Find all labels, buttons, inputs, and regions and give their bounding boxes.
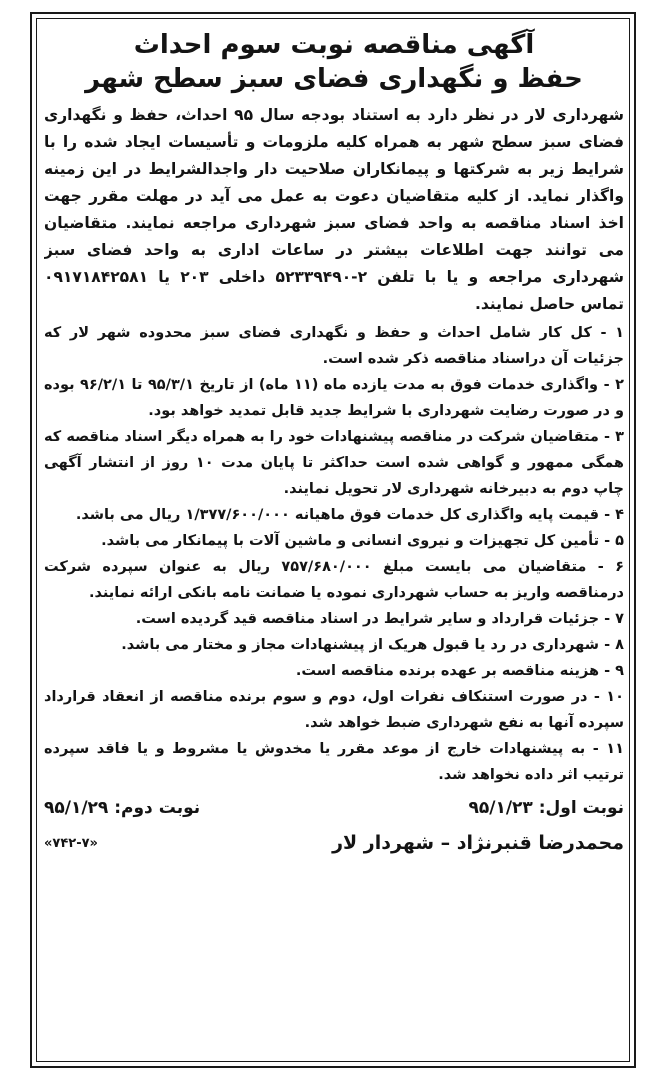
condition-item-3: ۳ - متقاضیان شرکت در مناقصه پیشنهادات خود را به همراه دیگر اسناد مناقصه که همگی ممهور و گواهی شده است حداکثر تا پایان مدت ۱۰ روز از انتشار آگهی چاپ دوم به دبیرخانه شهرداری لار تحویل نمایند. (44, 429, 624, 497)
title-line-1: آگهی مناقصه نوبت سوم احداث (133, 30, 535, 60)
condition-item-1: ۱ - کل کار شامل احداث و حفظ و نگهداری فضای سبز محدوده شهر لار که جزئیات آن دراسناد مناقصه ذکر شده است. (44, 325, 624, 367)
condition-item-5: ۵ - تأمین کل تجهیزات و نیروی انسانی و ماشین آلات با پیمانکار می باشد. (101, 533, 624, 549)
intro-paragraph: شهرداری لار در نظر دارد به استناد بودجه سال ۹۵ احداث، حفظ و نگهداری فضای سبز سطح شهر به همراه کلیه ملزومات و تأسیسات ایجاد شده را با شرایط زیر به شرکتها و پیمانکاران صلاحیت دار واجدالشرایط در این زمینه واگذار نماید. از کلیه متقاضیان دعوت به عمل می آید در مهلت مقرر جهت اخذ اسناد مناقصه به واحد فضای سبز شهرداری مراجعه نمایند. متقاضیان می توانند جهت اطلاعات بیشتر در ساعات اداری به واحد فضای سبز شهرداری مراجعه و یا با تلفن ۲-۵۲۳۳۹۴۹۰ داخلی ۲۰۳ یا ۰۹۱۷۱۸۴۲۵۸۱ تماس حاصل نمایند. (44, 106, 624, 313)
notice-content (44, 28, 624, 1056)
condition-item-11: ۱۱ - به پیشنهادات خارج از موعد مقرر یا مخدوش یا مشروط و یا فاقد سپرده ترتیب اثر داده نخواهد شد. (44, 741, 624, 783)
reference-code: «۷۴۲-۷» (44, 835, 98, 851)
first-round-date: نوبت اول: ۹۵/۱/۲۳ (468, 798, 624, 818)
publication-dates (44, 794, 624, 822)
condition-item-7: ۷ - جزئیات قرارداد و سایر شرایط در اسناد مناقصه قید گردیده است. (135, 611, 624, 627)
signature-row (44, 828, 624, 858)
condition-item-6: ۶ - متقاضیان می بایست مبلغ ۷۵۷/۶۸۰/۰۰۰ ریال به عنوان سپرده شرکت درمناقصه واریز به حساب شهرداری نموده یا ضمانت نامه بانکی ارائه نمایند. (44, 559, 624, 601)
condition-item-9: ۹ - هزینه مناقصه بر عهده برنده مناقصه است. (295, 663, 624, 679)
title-line-2: حفظ و نگهداری فضای سبز سطح شهر (85, 64, 583, 94)
condition-item-10: ۱۰ - در صورت استنکاف نفرات اول، دوم و سوم برنده مناقصه از انعقاد قرارداد سپرده آنها به نفع شهرداری ضبط خواهد شد. (44, 689, 624, 731)
condition-item-4: ۴ - قیمت پایه واگذاری کل خدمات فوق ماهیانه ۱/۳۷۷/۶۰۰/۰۰۰ ریال می باشد. (75, 507, 624, 523)
title-block (44, 28, 624, 96)
mayor-signature: محمدرضا قنبرنژاد – شهردار لار (332, 832, 624, 854)
second-round-date: نوبت دوم: ۹۵/۱/۲۹ (44, 798, 201, 818)
condition-item-8: ۸ - شهرداری در رد یا قبول هریک از پیشنهادات مجاز و مختار می باشد. (121, 637, 624, 653)
notice-footer (44, 794, 624, 858)
condition-item-2: ۲ - واگذاری خدمات فوق به مدت یازده ماه (۱۱ ماه) از تاریخ ۹۵/۳/۱ تا ۹۶/۲/۱ بوده و در صورت رضایت شهرداری با شرایط جدید قابل تمدید خواهد بود. (44, 377, 624, 419)
